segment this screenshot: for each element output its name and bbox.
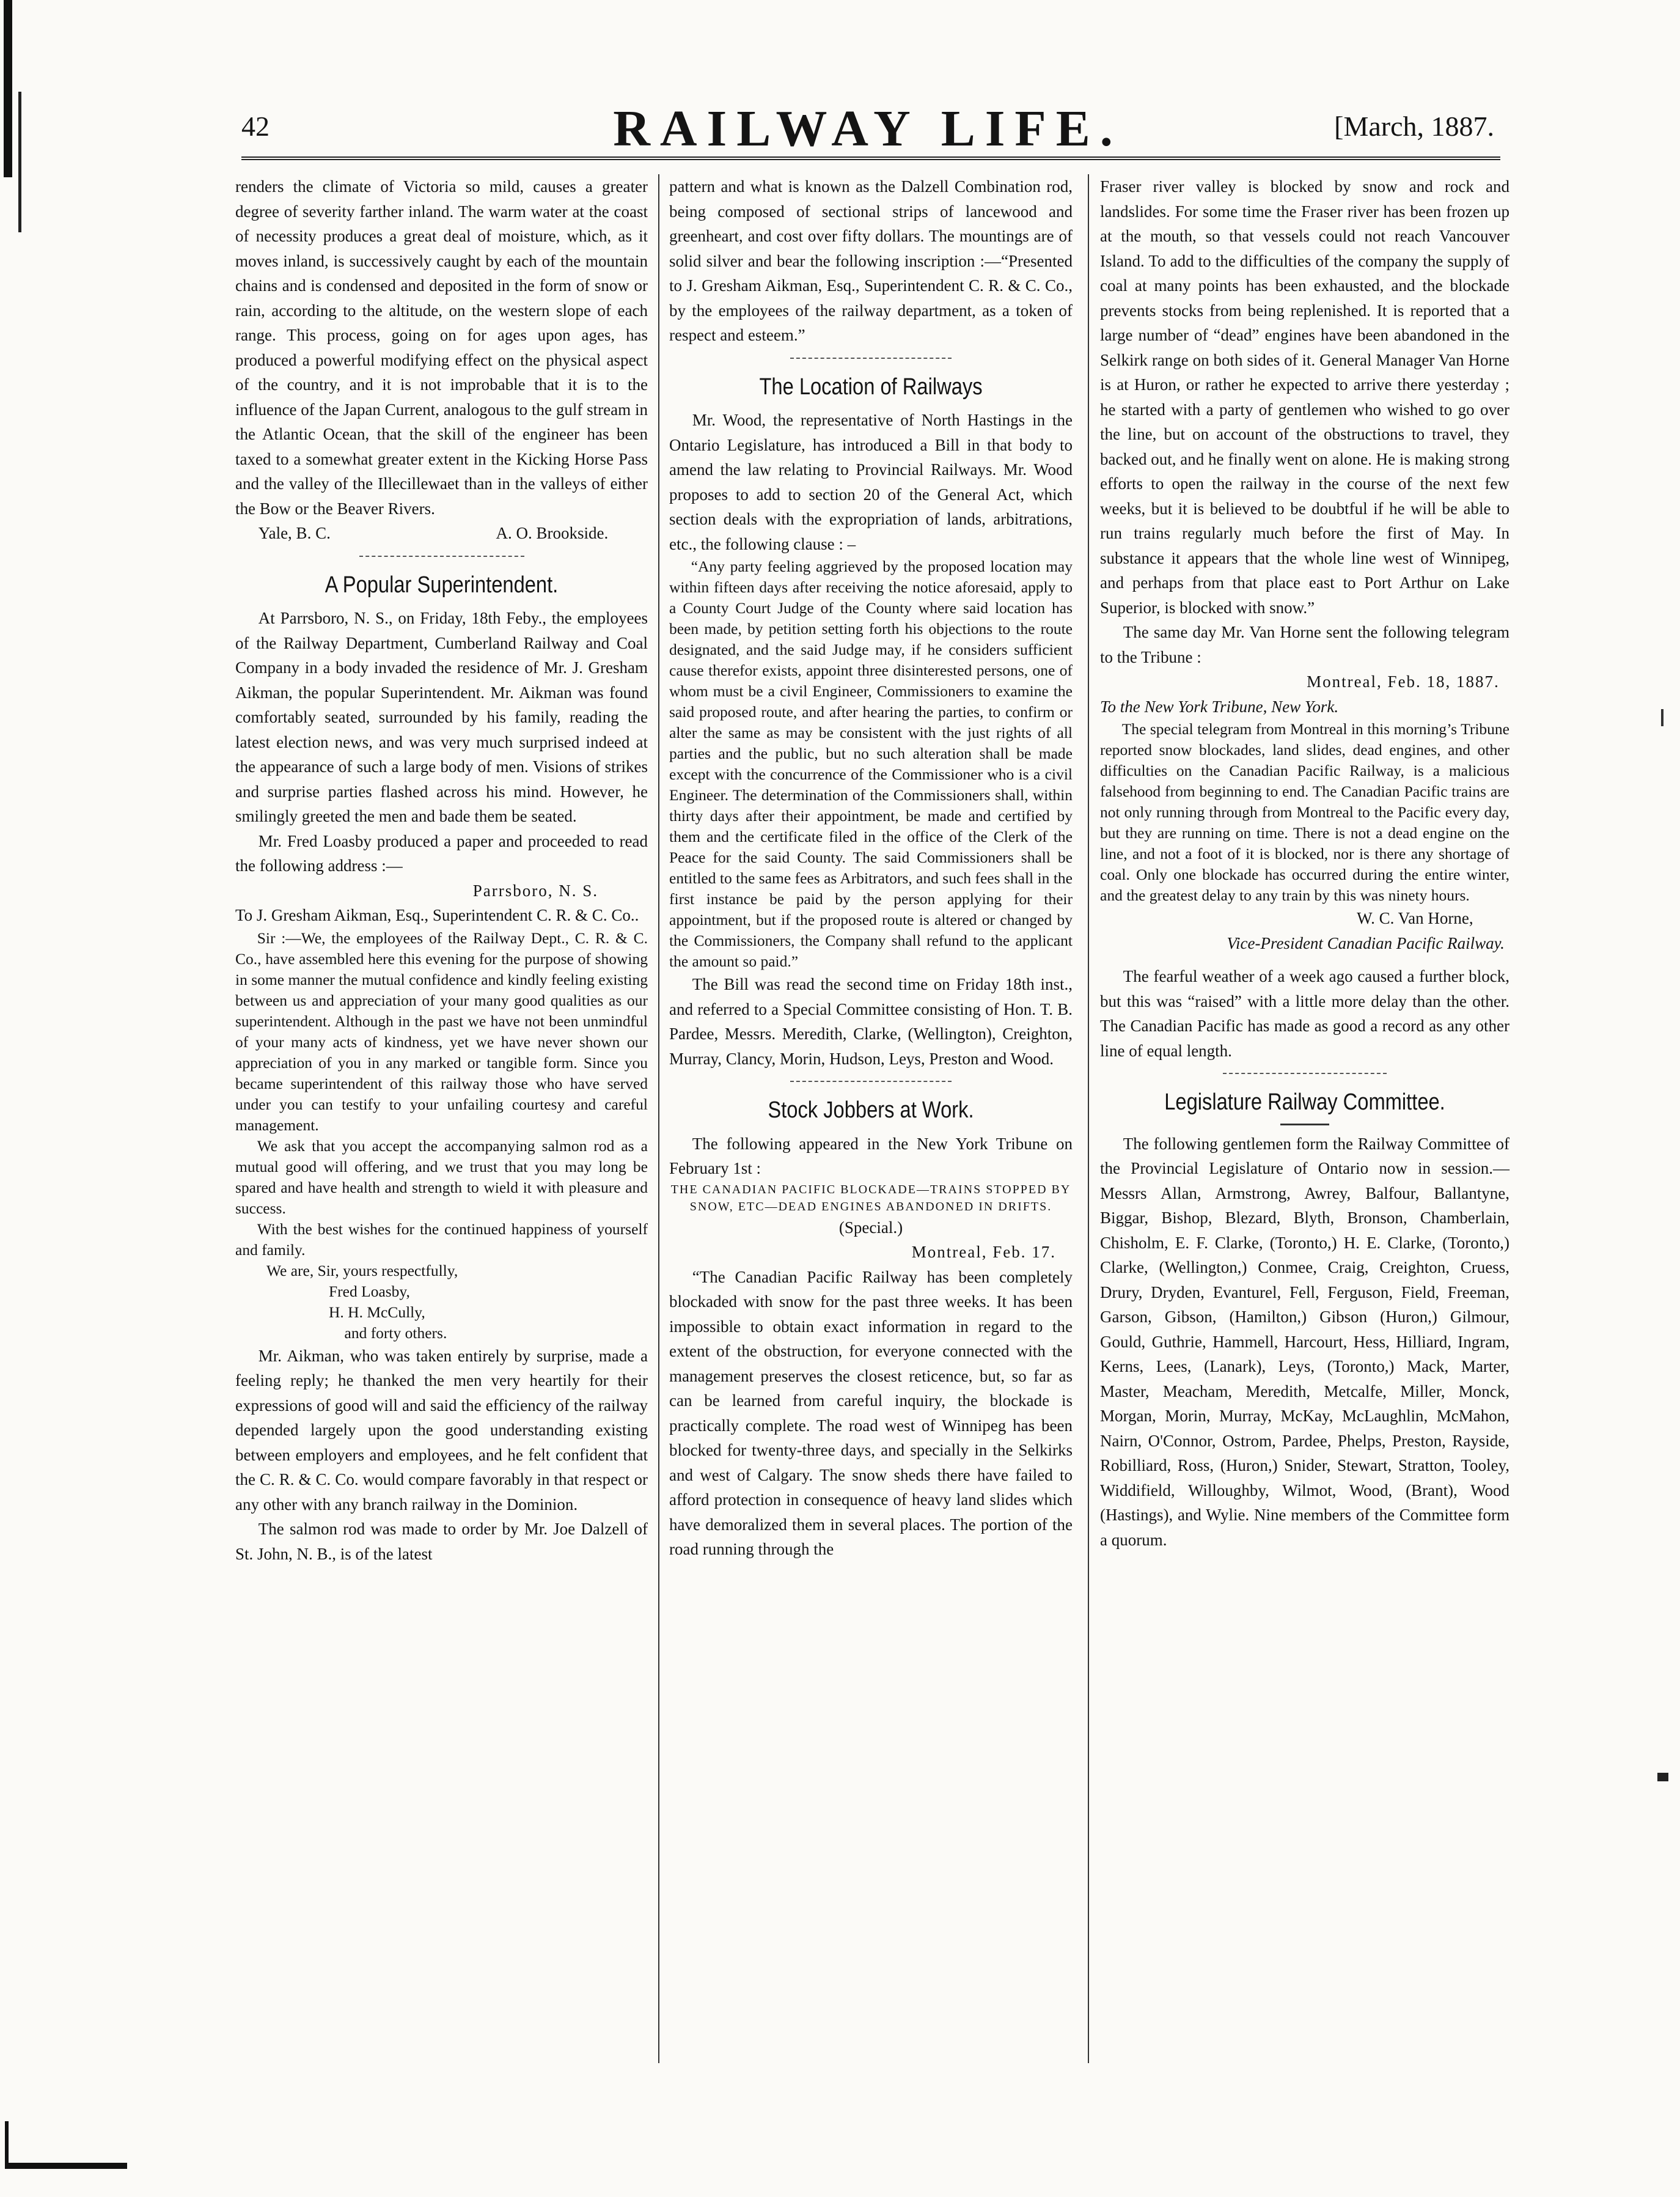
- telegram-recipient: [1100, 694, 1509, 719]
- address-paragraph: Sir :—We, the employees of the Railway Dept., C. R. & C. Co., have assembled here this evening for the purpose of showing in some manner the mutual confidence and kindly feeling existing between us and appreciation of your many good qualities as our superintendent. Although in the past we have not been unmindful of your many acts of kindness, yet we have never shown our appreciation of you in any marked or tangible form. Since you became superintendent of this railway those who have served under you can testify to your unfailing courtesy and careful management.: [235, 929, 648, 1134]
- address-paragraph: With the best wishes for the continued happiness of yourself and family.: [235, 1220, 648, 1259]
- headline: The Location of Railways: [759, 374, 983, 400]
- article-paragraph: “The Canadian Pacific Railway has been completely blockaded with snow for the past three weeks. It has been impossible to obtain exact information in regard to the extent of the obstruction, for everyone connected with the management preserves the closest reticence, but, so far as can be learned from careful inquiry, the blockade is practically complete. The road west of Winnipeg has been blocked for twenty-three days, and specially in the Selkirks and west of Calgary. The snow sheds there have failed to afford protection in consequence of heavy land slides which have demoralized them in several places. The portion of the road running through the: [669, 1267, 1073, 1558]
- telegram-body: The special telegram from Montreal in this morning’s Tribune reported snow blockades, land slides, dead engines, and other difficulties on the Canadian Pacific Railway, is a malicious falsehood from beginning to end. The Canadian Pacific trains are not only running through from Montreal to the Pacific every day, but they are running on time. There is not a dead engine on the line, and not a foot of it is blocked, nor is there any shortage of coal. Only one blockade has occurred during the entire winter, and the greatest delay to any train by this was ninety hours.: [1100, 720, 1509, 904]
- letter-signature: [235, 521, 648, 546]
- article-paragraph: The Bill was read the second time on Friday 18th inst., and referred to a Special Committee consisting of Hon. T. B. Pardee, Messrs. Meredith, Clarke, (Wellington), Creighton, Murray, Clancy, Morin, Hudson, Leys, Preston and Wood.: [669, 975, 1073, 1068]
- article-paragraph: The following appeared in the New York Tribune on February 1st :: [669, 1134, 1073, 1177]
- section-separator: [790, 358, 952, 359]
- column-right: [1100, 174, 1509, 1552]
- signer: Fred Loasby,: [329, 1282, 410, 1300]
- article-paragraph: The same day Mr. Van Horne sent the following telegram to the Tribune :: [1100, 623, 1509, 666]
- article-paragraph: Mr. Aikman, who was taken entirely by surprise, made a feeling reply; he thanked the men very heartily for their expressions of good will and said the efficiency of the railway depended largely upon the good understanding existing between employers and employees, and he felt confident that the C. R. & C. Co. would compare favorably in that respect or any other with any branch railway in the Dominion.: [235, 1346, 648, 1514]
- section-separator: [359, 556, 524, 557]
- headline: A Popular Superintendent.: [325, 572, 559, 598]
- signature-name: A. O. Brookside.: [496, 524, 609, 542]
- article-paragraph: The salmon rod was made to order by Mr. Joe Dalzell of St. John, N. B., is of the latest: [235, 1520, 648, 1563]
- section-separator: [1223, 1073, 1387, 1074]
- column-rule: [658, 174, 659, 2063]
- column-rule: [1088, 174, 1089, 2063]
- dateline: Montreal, Feb. 17.: [911, 1243, 1056, 1261]
- signature-title: [1100, 931, 1509, 956]
- address-line: To J. Gresham Aikman, Esq., Superintendent C. R. & C. Co..: [235, 906, 639, 924]
- scan-corner-mark: [5, 2121, 9, 2164]
- article-paragraph: Fraser river valley is blocked by snow and rock and landslides. For some time the Fraser river has been frozen up at the mouth, so that vessels could not reach Vancouver Island. To add to the difficulties of the company the supply of coal at many points has been exhausted, and the blockade prevents stocks from being replenished. It is reported that a large number of “dead” engines have been abandoned in the Selkirk range on both sides of it. General Manager Van Horne is at Huron, or rather he expected to arrive there yesterday ; he started with a party of gentlemen who wished to go over the line, but on account of the obstructions to travel, they backed out, and he finally went on alone. He is making strong efforts to open the railway in the course of the next few weeks, but it is believed to be doubtful if he will be able to run trains regularly much before the first of May. In substance it appears that the whole line west of Winnipeg, and perhaps from that place east to Port Arthur on Lake Superior, is blocked with snow.”: [1100, 177, 1509, 617]
- signer: and forty others.: [344, 1323, 447, 1342]
- article-paragraph: pattern and what is known as the Dalzell Combination rod, being composed of sectional strips of lancewood and greenheart, and cost over fifty dollars. The mountings are of solid silver and bear the following inscription :—“Presented to J. Gresham Aikman, Esq., Superintendent C. R. & C. Co., by the employees of the railway department, as a token of respect and esteem.”: [669, 177, 1073, 344]
- signature-title-text: Vice-President Canadian Pacific Railway.: [1227, 933, 1505, 952]
- masthead: [235, 98, 1500, 159]
- signature-place: Yale, B. C.: [258, 524, 331, 542]
- scan-speck: [1661, 709, 1663, 726]
- address-body: [235, 928, 648, 1344]
- telegram-recipient-text: To the New York Tribune, New York.: [1100, 697, 1339, 716]
- article-paragraph: Mr. Fred Loasby produced a paper and proceeded to read the following address :—: [235, 831, 648, 875]
- headline-rule: [1280, 1124, 1329, 1125]
- address-paragraph: We ask that you accept the accompanying salmon rod as a mutual good will offering, and we trust that you may long be spared and have health and strength to wield it with pleasure and success.: [235, 1136, 648, 1217]
- dateline: Parrsboro, N. S.: [472, 881, 598, 900]
- section-separator: [790, 1081, 952, 1082]
- issue-date: [March, 1887.: [1334, 111, 1494, 142]
- column-middle: [669, 174, 1073, 1562]
- special-tag: (Special.): [838, 1218, 903, 1237]
- signer: H. H. McCully,: [329, 1303, 425, 1321]
- article-paragraph: Mr. Wood, the representative of North Hastings in the Ontario Legislature, has introduced a Bill in that body to amend the law relating to Provincial Railways. Mr. Wood proposes to add to section 20 of the General Act, which section deals with the expropriation of lands, arbitrations, etc., the following clause : –: [669, 411, 1073, 553]
- headline: Stock Jobbers at Work.: [768, 1097, 974, 1123]
- subheadline: THE CANADIAN PACIFIC BLOCKADE—TRAINS STOPPED BY SNOW, ETC—DEAD ENGINES ABANDONED IN DRIFTS.: [670, 1182, 1071, 1213]
- address-closing: We are, Sir, yours respectfully,: [266, 1261, 458, 1279]
- scan-bottom-mark: [5, 2163, 127, 2169]
- masthead-rule: [241, 156, 1500, 160]
- headline: Legislature Railway Committee.: [1164, 1089, 1445, 1115]
- scan-speck: [1657, 1773, 1668, 1781]
- scan-edge-bar: [4, 0, 12, 177]
- scan-edge-mark: [18, 92, 21, 232]
- article-paragraph: renders the climate of Victoria so mild, causes a greater degree of severity farther inland. The warm water at the coast of necessity produces a great deal of moisture, which, as it moves inland, is successively caught by each of the mountain chains and is condensed and deposited in the form of snow or rain, according to the altitude, on the western slope of each range. This process, going on for ages upon ages, has produced a powerful modifying effect on the physical aspect of the country, and it is not improbable that it is to the influence of the Japan Current, analogous to the gulf stream in the Atlantic Ocean, that the skill of the engineer has been taxed to a somewhat greater extent in the Kicking Horse Pass and the valley of the Illecillewaet than in the valleys of either the Bow or the Beaver Rivers.: [235, 177, 648, 518]
- signature-name: W. C. Van Horne,: [1357, 909, 1473, 927]
- article-paragraph: The following gentlemen form the Railway Committee of the Provincial Legislature of Ontario now in session.—Messrs Allan, Armstrong, Awrey, Balfour, Ballantyne, Biggar, Bishop, Blezard, Blyth, Bronson, Chamberlain, Chisholm, E. F. Clarke, (Toronto,) H. E. Clarke, (Toronto,) Clarke, (Wellington,) Conmee, Craig, Creighton, Cruess, Drury, Dryden, Evanturel, Fell, Ferguson, Field, Freeman, Garson, Gibson, (Hamilton,) Gibson (Huron,) Gilmour, Gould, Guthrie, Hammell, Harcourt, Hess, Hilliard, Ingram, Kerns, Lees, (Lanark), Leys, (Toronto,) Mack, Marter, Master, Meacham, Meredith, Metcalfe, Miller, Monck, Morgan, Morin, Murray, McKay, McLaughlin, McMahon, Nairn, O'Connor, Ostrom, Pardee, Phelps, Preston, Rayside, Robilliard, Ross, (Huron,) Snider, Stewart, Stratton, Tooley, Widdifield, Willoughby, Wilmot, Wood, (Brant), Wood (Hastings), and Wylie. Nine members of the Committee form a quorum.: [1100, 1134, 1509, 1549]
- page-number: 42: [241, 111, 270, 142]
- column-left: [235, 174, 648, 1566]
- newspaper-title: RAILWAY LIFE.: [613, 100, 1123, 157]
- quoted-clause: “Any party feeling aggrieved by the proposed location may within fifteen days after receiving the notice aforesaid, apply to a County Court Judge of the County where said location has been made, by petition setting forth his objections to the route designated, and the said Judge may, if he considers sufficient cause therefor exists, appoint three disinterested persons, one of whom must be a civil Engineer, Commissioners to examine the said proposed route, and after hearing the parties, to confirm or alter the same as may be consistent with the just rights of all parties and the public, but no such alteration shall be made except with the concurrence of the Commissioner who is a civil Engineer. The determination of the Commissioners shall, within thirty days after their appointment, be made and certified by them and the certificate filed in the office of the Clerk of the Peace for the said County. The said Commissioners shall be entitled to the same fees as Arbitrators, and such fees shall in the first instance be paid by the person applying for their appointment, but if the proposed route is altered or changed by the Commissioners, the Company shall refund to the applicant the amount so paid.”: [669, 558, 1073, 970]
- article-paragraph: At Parrsboro, N. S., on Friday, 18th Feby., the employees of the Railway Department, Cumberland Railway and Coal Company in a body invaded the residence of Mr. J. Gresham Aikman, the popular Superintendent. Mr. Aikman was found comfortably seated, surrounded by his family, reading the latest election news, and was very much surprised indeed at the appearance of such a large body of men. Visions of strikes and surprise parties flashed across his mind. However, he smilingly greeted the men and bade them be seated.: [235, 609, 648, 825]
- article-paragraph: The fearful weather of a week ago caused a further block, but this was “raised” with a little more delay than the other. The Canadian Pacific has made as good a record as any other line of equal length.: [1100, 967, 1509, 1060]
- dateline: Montreal, Feb. 18, 1887.: [1307, 672, 1500, 691]
